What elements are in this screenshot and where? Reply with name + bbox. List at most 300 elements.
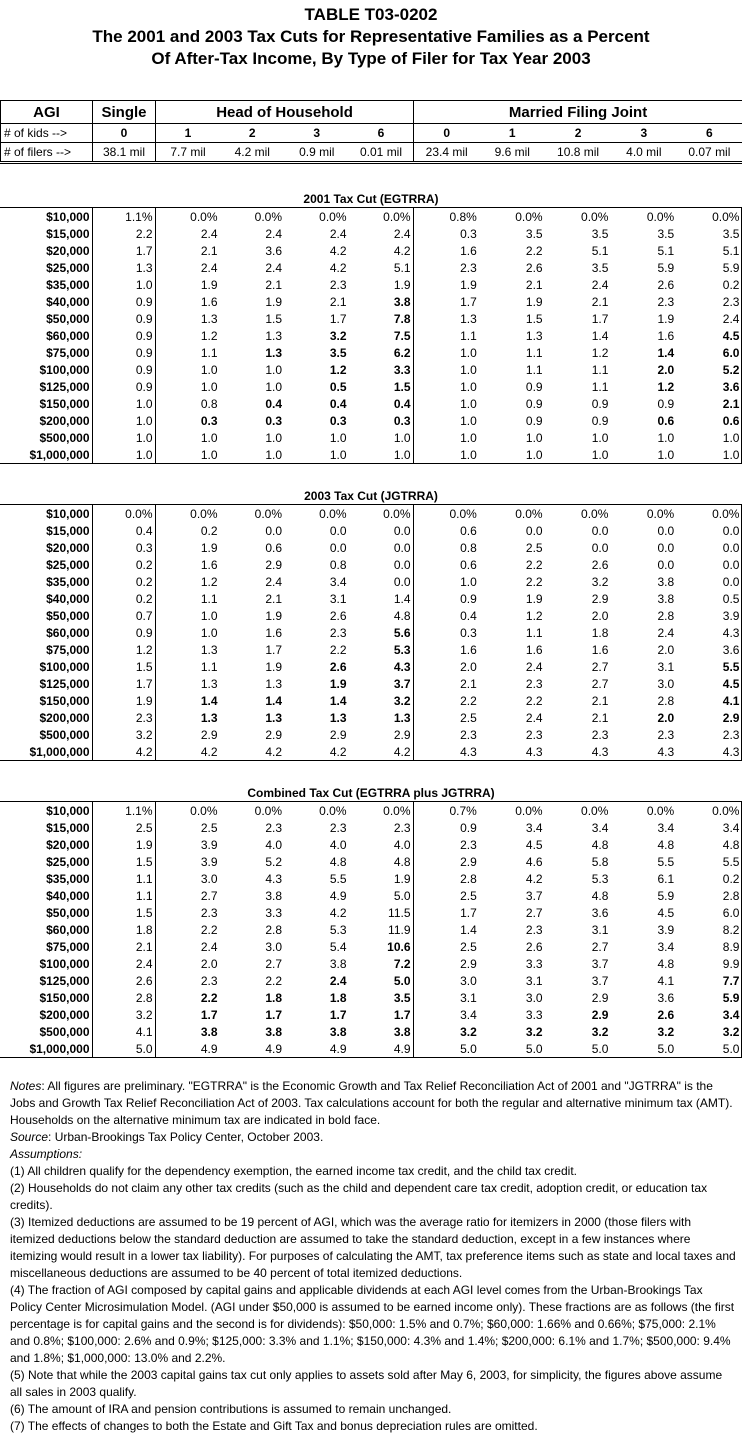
title-line: The 2001 and 2003 Tax Cuts for Representative Families as a Percent bbox=[92, 27, 650, 46]
value-cell: 1.9 bbox=[525, 294, 543, 309]
filers-cell: 0.9 mil bbox=[285, 143, 350, 163]
value-cell: 2.3 bbox=[722, 727, 740, 742]
value-cell: 2.5 bbox=[460, 939, 477, 954]
value-cell: 10.6 bbox=[349, 938, 414, 955]
table-row bbox=[0, 709, 742, 726]
value-cell: 1.7 bbox=[265, 1007, 282, 1022]
value-cell: 0.0% bbox=[319, 506, 347, 521]
value-cell: 0.3 bbox=[92, 539, 155, 556]
agi-cell: $75,000 bbox=[0, 344, 92, 361]
value-cell: 5.5 bbox=[657, 854, 675, 869]
value-cell: 1.3 bbox=[200, 642, 218, 657]
value-cell: 2.7 bbox=[525, 905, 543, 920]
value-cell: 2.0 bbox=[657, 362, 675, 377]
value-cell: 2.0 bbox=[591, 608, 609, 623]
value-cell: 1.4 bbox=[200, 693, 218, 708]
title-line: Of After-Tax Income, By Type of Filer for Tax Year 2003 bbox=[151, 49, 591, 68]
value-cell: 3.2 bbox=[525, 1024, 543, 1039]
value-cell: 5.0 bbox=[657, 1041, 675, 1056]
value-cell: 0.0% bbox=[319, 209, 347, 224]
value-cell: 6.0 bbox=[722, 905, 740, 920]
value-cell: 5.4 bbox=[329, 939, 347, 954]
value-cell: 7.2 bbox=[349, 955, 414, 972]
table-row bbox=[0, 836, 742, 853]
value-cell: 2.6 bbox=[525, 260, 543, 275]
value-cell: 0.3 bbox=[265, 413, 282, 428]
value-cell: 2.7 bbox=[591, 939, 609, 954]
table-row bbox=[0, 556, 742, 573]
value-cell: 0.9 bbox=[525, 396, 543, 411]
filers-cell: 0.07 mil bbox=[677, 143, 742, 163]
value-cell: 1.7 bbox=[200, 1007, 218, 1022]
title-line: TABLE T03-0202 bbox=[304, 5, 438, 24]
section-table bbox=[0, 207, 742, 464]
assumption-item: (2) Households do not claim any other tax credits (such as the child and dependent care tax credit, adoption credit, or education tax credits). bbox=[10, 1181, 708, 1212]
value-cell: 3.8 bbox=[329, 1024, 347, 1039]
notes-label: Notes bbox=[10, 1079, 42, 1093]
value-cell: 5.2 bbox=[722, 362, 740, 377]
table-row bbox=[0, 802, 742, 820]
table-row bbox=[0, 675, 742, 692]
value-cell: 2.1 bbox=[591, 294, 609, 309]
value-cell: 1.0 bbox=[657, 447, 675, 462]
value-cell: 3.2 bbox=[591, 1024, 609, 1039]
value-cell: 0.0% bbox=[449, 506, 477, 521]
filers-cell: 38.1 mil bbox=[93, 143, 156, 163]
value-cell: 1.0 bbox=[329, 430, 347, 445]
value-cell: 5.9 bbox=[722, 260, 740, 275]
value-cell: 2.9 bbox=[349, 726, 414, 743]
assumption-item: (1) All children qualify for the dependency exemption, the earned income tax credit, and the child tax credit. bbox=[10, 1164, 577, 1178]
value-cell: 2.1 bbox=[460, 676, 477, 691]
value-cell: 2.9 bbox=[460, 956, 477, 971]
value-cell: 0.7% bbox=[449, 803, 477, 818]
value-cell: 2.9 bbox=[265, 727, 282, 742]
table-row bbox=[0, 1023, 742, 1040]
agi-cell: $25,000 bbox=[0, 556, 92, 573]
value-cell: 0.0% bbox=[581, 803, 609, 818]
value-cell: 1.0 bbox=[92, 446, 155, 464]
value-cell: 1.0 bbox=[460, 379, 477, 394]
agi-cell: $150,000 bbox=[0, 989, 92, 1006]
value-cell: 0.0% bbox=[254, 209, 282, 224]
value-cell: 2.1 bbox=[591, 693, 609, 708]
agi-cell: $150,000 bbox=[0, 395, 92, 412]
source-text: : Urban-Brookings Tax Policy Center, October 2003. bbox=[48, 1130, 324, 1144]
value-cell: 0.0% bbox=[190, 803, 218, 818]
value-cell: 0.4 bbox=[92, 522, 155, 539]
agi-cell: $200,000 bbox=[0, 1006, 92, 1023]
value-cell: 1.6 bbox=[200, 294, 218, 309]
value-cell: 1.0 bbox=[92, 429, 155, 446]
value-cell: 3.7 bbox=[349, 675, 414, 692]
filers-cell: 23.4 mil bbox=[414, 143, 480, 163]
value-cell: 5.0 bbox=[349, 972, 414, 989]
value-cell: 1.0 bbox=[200, 447, 218, 462]
value-cell: 4.2 bbox=[349, 242, 414, 259]
value-cell: 0.3 bbox=[200, 413, 218, 428]
filers-cell: 4.2 mil bbox=[220, 143, 285, 163]
value-cell: 0.8% bbox=[449, 209, 477, 224]
value-cell: 5.9 bbox=[722, 990, 740, 1005]
value-cell: 4.2 bbox=[329, 260, 347, 275]
table-row bbox=[0, 590, 742, 607]
value-cell: 0.0% bbox=[515, 803, 543, 818]
value-cell: 3.5 bbox=[657, 226, 675, 241]
value-cell: 0.8 bbox=[200, 396, 218, 411]
filers-cell: 10.8 mil bbox=[545, 143, 611, 163]
table-row bbox=[0, 853, 742, 870]
agi-header: AGI bbox=[1, 101, 93, 124]
value-cell: 0.0 bbox=[265, 523, 282, 538]
value-cell: 2.2 bbox=[200, 922, 218, 937]
value-cell: 4.9 bbox=[329, 888, 347, 903]
table-row bbox=[0, 293, 742, 310]
kids-cell: 3 bbox=[285, 124, 350, 143]
kids-cell: 0 bbox=[414, 124, 480, 143]
value-cell: 2.9 bbox=[200, 727, 218, 742]
agi-cell: $1,000,000 bbox=[0, 446, 92, 464]
value-cell: 2.3 bbox=[200, 905, 218, 920]
value-cell: 0.0 bbox=[591, 523, 609, 538]
value-cell: 0.0% bbox=[581, 506, 609, 521]
value-cell: 1.6 bbox=[591, 642, 609, 657]
value-cell: 2.2 bbox=[200, 990, 218, 1005]
value-cell: 1.3 bbox=[460, 311, 477, 326]
value-cell: 1.7 bbox=[92, 242, 155, 259]
value-cell: 5.3 bbox=[349, 641, 414, 658]
value-cell: 5.3 bbox=[329, 922, 347, 937]
value-cell: 1.0 bbox=[265, 430, 282, 445]
value-cell: 1.9 bbox=[265, 608, 282, 623]
table-row bbox=[0, 395, 742, 412]
value-cell: 3.8 bbox=[265, 888, 282, 903]
value-cell: 2.3 bbox=[525, 922, 543, 937]
notes bbox=[0, 1058, 742, 1435]
filers-cell: 7.7 mil bbox=[156, 143, 221, 163]
agi-cell: $35,000 bbox=[0, 573, 92, 590]
value-cell: 1.0 bbox=[200, 379, 218, 394]
value-cell: 1.7 bbox=[329, 311, 347, 326]
value-cell: 1.0 bbox=[92, 276, 155, 293]
table-row bbox=[0, 259, 742, 276]
assumption-item: (6) The amount of IRA and pension contributions is assumed to remain unchanged. bbox=[10, 1402, 452, 1416]
value-cell: 1.4 bbox=[265, 693, 282, 708]
value-cell: 0.4 bbox=[265, 396, 282, 411]
value-cell: 4.1 bbox=[657, 973, 675, 988]
value-cell: 4.9 bbox=[265, 1041, 282, 1056]
value-cell: 2.5 bbox=[92, 819, 155, 836]
value-cell: 0.0 bbox=[722, 574, 740, 589]
value-cell: 2.9 bbox=[591, 591, 609, 606]
value-cell: 1.1 bbox=[525, 362, 543, 377]
value-cell: 1.9 bbox=[200, 540, 218, 555]
table-row bbox=[0, 344, 742, 361]
value-cell: 4.3 bbox=[525, 744, 543, 759]
value-cell: 0.3 bbox=[460, 226, 477, 241]
value-cell: 3.9 bbox=[657, 922, 675, 937]
value-cell: 2.6 bbox=[591, 557, 609, 572]
value-cell: 0.0% bbox=[254, 506, 282, 521]
value-cell: 3.8 bbox=[265, 1024, 282, 1039]
value-cell: 2.1 bbox=[329, 294, 347, 309]
value-cell: 1.7 bbox=[92, 675, 155, 692]
value-cell: 5.0 bbox=[92, 1040, 155, 1058]
value-cell: 0.2 bbox=[92, 573, 155, 590]
value-cell: 0.9 bbox=[92, 327, 155, 344]
agi-cell: $10,000 bbox=[0, 208, 92, 226]
value-cell: 2.4 bbox=[329, 973, 347, 988]
filers-cell: 4.0 mil bbox=[611, 143, 677, 163]
value-cell: 0.9 bbox=[460, 591, 477, 606]
value-cell: 2.7 bbox=[265, 956, 282, 971]
value-cell: 3.1 bbox=[525, 973, 543, 988]
value-cell: 0.9 bbox=[92, 310, 155, 327]
kids-cell: 6 bbox=[677, 124, 742, 143]
table-row bbox=[0, 887, 742, 904]
kids-cell: 0 bbox=[93, 124, 156, 143]
section-title: 2003 Tax Cut (JGTRRA) bbox=[304, 489, 438, 503]
value-cell: 2.2 bbox=[92, 225, 155, 242]
value-cell: 4.8 bbox=[329, 854, 347, 869]
table-row bbox=[0, 904, 742, 921]
value-cell: 1.4 bbox=[329, 693, 347, 708]
value-cell: 4.3 bbox=[460, 744, 477, 759]
value-cell: 4.0 bbox=[349, 836, 414, 853]
agi-cell: $200,000 bbox=[0, 412, 92, 429]
table-row bbox=[0, 641, 742, 658]
value-cell: 0.0% bbox=[646, 209, 675, 224]
value-cell: 1.1 bbox=[200, 659, 218, 674]
value-cell: 4.8 bbox=[591, 888, 609, 903]
value-cell: 0.7 bbox=[92, 607, 155, 624]
value-cell: 0.0 bbox=[349, 556, 414, 573]
table-row bbox=[0, 1006, 742, 1023]
value-cell: 2.6 bbox=[329, 608, 347, 623]
agi-cell: $200,000 bbox=[0, 709, 92, 726]
value-cell: 0.0% bbox=[190, 506, 218, 521]
value-cell: 3.2 bbox=[92, 726, 155, 743]
value-cell: 3.3 bbox=[265, 905, 282, 920]
value-cell: 1.0 bbox=[460, 396, 477, 411]
value-cell: 1.6 bbox=[200, 557, 218, 572]
assumption-item: (7) The effects of changes to both the Estate and Gift Tax and bonus depreciation rules are omitted. bbox=[10, 1419, 538, 1433]
value-cell: 2.0 bbox=[657, 642, 675, 657]
agi-cell: $125,000 bbox=[0, 972, 92, 989]
value-cell: 0.8 bbox=[329, 557, 347, 572]
value-cell: 2.0 bbox=[200, 956, 218, 971]
table-row bbox=[0, 505, 742, 523]
value-cell: 1.0 bbox=[657, 430, 675, 445]
agi-cell: $60,000 bbox=[0, 624, 92, 641]
mfj-header: Married Filing Joint bbox=[414, 101, 742, 124]
value-cell: 1.3 bbox=[265, 710, 282, 725]
value-cell: 3.7 bbox=[591, 956, 609, 971]
value-cell: 1.0 bbox=[265, 362, 282, 377]
value-cell: 1.0 bbox=[525, 447, 543, 462]
value-cell: 1.5 bbox=[92, 904, 155, 921]
value-cell: 3.1 bbox=[591, 922, 609, 937]
value-cell: 6.0 bbox=[722, 345, 740, 360]
table-row bbox=[0, 522, 742, 539]
value-cell: 1.5 bbox=[92, 853, 155, 870]
value-cell: 1.0 bbox=[200, 430, 218, 445]
value-cell: 1.9 bbox=[525, 591, 543, 606]
assumptions-list bbox=[10, 1163, 736, 1435]
value-cell: 4.6 bbox=[525, 854, 543, 869]
value-cell: 0.2 bbox=[92, 556, 155, 573]
value-cell: 0.5 bbox=[722, 591, 740, 606]
value-cell: 3.8 bbox=[657, 591, 675, 606]
value-cell: 0.9 bbox=[591, 396, 609, 411]
value-cell: 1.5 bbox=[92, 658, 155, 675]
value-cell: 0.0% bbox=[712, 209, 740, 224]
value-cell: 4.2 bbox=[349, 743, 414, 761]
value-cell: 0.0 bbox=[329, 523, 347, 538]
value-cell: 2.3 bbox=[265, 820, 282, 835]
value-cell: 0.9 bbox=[92, 361, 155, 378]
value-cell: 3.8 bbox=[200, 1024, 218, 1039]
table-row bbox=[0, 624, 742, 641]
value-cell: 5.5 bbox=[722, 659, 740, 674]
value-cell: 9.9 bbox=[722, 956, 740, 971]
value-cell: 0.0 bbox=[722, 557, 740, 572]
value-cell: 1.7 bbox=[460, 294, 477, 309]
single-header: Single bbox=[93, 101, 156, 124]
value-cell: 1.2 bbox=[329, 362, 347, 377]
value-cell: 1.4 bbox=[657, 345, 675, 360]
value-cell: 1.2 bbox=[92, 641, 155, 658]
value-cell: 2.2 bbox=[265, 973, 282, 988]
value-cell: 0.3 bbox=[460, 625, 477, 640]
value-cell: 1.5 bbox=[349, 378, 414, 395]
agi-cell: $10,000 bbox=[0, 802, 92, 820]
value-cell: 2.3 bbox=[92, 709, 155, 726]
value-cell: 0.9 bbox=[92, 624, 155, 641]
value-cell: 2.2 bbox=[525, 693, 543, 708]
value-cell: 0.0% bbox=[349, 505, 414, 523]
value-cell: 1.9 bbox=[349, 870, 414, 887]
value-cell: 4.2 bbox=[200, 744, 218, 759]
value-cell: 4.5 bbox=[722, 676, 740, 691]
value-cell: 3.5 bbox=[591, 226, 609, 241]
value-cell: 2.4 bbox=[722, 311, 740, 326]
filers-cell: 9.6 mil bbox=[479, 143, 545, 163]
value-cell: 2.1 bbox=[722, 396, 740, 411]
value-cell: 2.1 bbox=[525, 277, 543, 292]
value-cell: 2.3 bbox=[591, 727, 609, 742]
agi-cell: $60,000 bbox=[0, 327, 92, 344]
value-cell: 3.5 bbox=[329, 345, 347, 360]
table-row bbox=[0, 276, 742, 293]
value-cell: 2.5 bbox=[460, 888, 477, 903]
value-cell: 2.8 bbox=[265, 922, 282, 937]
value-cell: 0.9 bbox=[591, 413, 609, 428]
value-cell: 0.3 bbox=[329, 413, 347, 428]
table-row bbox=[0, 242, 742, 259]
value-cell: 3.0 bbox=[460, 973, 477, 988]
value-cell: 4.8 bbox=[349, 853, 414, 870]
value-cell: 7.5 bbox=[349, 327, 414, 344]
value-cell: 0.0% bbox=[712, 803, 740, 818]
value-cell: 4.3 bbox=[657, 744, 675, 759]
value-cell: 0.6 bbox=[657, 413, 675, 428]
value-cell: 1.9 bbox=[265, 659, 282, 674]
value-cell: 1.6 bbox=[657, 328, 675, 343]
value-cell: 1.0 bbox=[265, 379, 282, 394]
value-cell: 1.1 bbox=[591, 379, 609, 394]
value-cell: 2.1 bbox=[591, 710, 609, 725]
value-cell: 0.8 bbox=[460, 540, 477, 555]
value-cell: 4.8 bbox=[657, 956, 675, 971]
value-cell: 1.4 bbox=[591, 328, 609, 343]
value-cell: 1.0 bbox=[265, 447, 282, 462]
value-cell: 5.9 bbox=[657, 260, 675, 275]
value-cell: 1.9 bbox=[657, 311, 675, 326]
value-cell: 0.9 bbox=[92, 378, 155, 395]
table-row bbox=[0, 378, 742, 395]
value-cell: 0.6 bbox=[460, 523, 477, 538]
value-cell: 5.8 bbox=[591, 854, 609, 869]
table-row bbox=[0, 1040, 742, 1058]
value-cell: 0.0 bbox=[591, 540, 609, 555]
value-cell: 0.2 bbox=[722, 871, 740, 886]
value-cell: 1.1% bbox=[92, 802, 155, 820]
value-cell: 4.8 bbox=[722, 837, 740, 852]
value-cell: 1.0 bbox=[460, 447, 477, 462]
value-cell: 0.0% bbox=[190, 209, 218, 224]
value-cell: 3.1 bbox=[657, 659, 675, 674]
value-cell: 5.0 bbox=[591, 1041, 609, 1056]
value-cell: 2.4 bbox=[92, 955, 155, 972]
value-cell: 4.3 bbox=[591, 744, 609, 759]
value-cell: 1.0 bbox=[200, 362, 218, 377]
value-cell: 4.3 bbox=[722, 744, 740, 759]
value-cell: 2.4 bbox=[349, 225, 414, 242]
value-cell: 3.6 bbox=[722, 379, 740, 394]
value-cell: 2.2 bbox=[525, 574, 543, 589]
value-cell: 1.8 bbox=[591, 625, 609, 640]
agi-cell: $25,000 bbox=[0, 259, 92, 276]
value-cell: 2.3 bbox=[329, 625, 347, 640]
value-cell: 3.8 bbox=[329, 956, 347, 971]
value-cell: 3.7 bbox=[591, 973, 609, 988]
value-cell: 1.2 bbox=[200, 328, 218, 343]
value-cell: 5.1 bbox=[591, 243, 609, 258]
value-cell: 1.1 bbox=[525, 345, 543, 360]
table-row bbox=[0, 692, 742, 709]
value-cell: 1.9 bbox=[460, 277, 477, 292]
value-cell: 0.0 bbox=[349, 522, 414, 539]
section-table bbox=[0, 504, 742, 761]
value-cell: 1.9 bbox=[329, 676, 347, 691]
value-cell: 7.8 bbox=[349, 310, 414, 327]
value-cell: 2.4 bbox=[265, 574, 282, 589]
value-cell: 4.1 bbox=[92, 1023, 155, 1040]
value-cell: 4.2 bbox=[329, 744, 347, 759]
value-cell: 3.5 bbox=[591, 260, 609, 275]
filers-cell: 0.01 mil bbox=[349, 143, 414, 163]
value-cell: 2.8 bbox=[92, 989, 155, 1006]
value-cell: 3.2 bbox=[329, 328, 347, 343]
value-cell: 1.9 bbox=[349, 276, 414, 293]
value-cell: 2.6 bbox=[525, 939, 543, 954]
value-cell: 1.1 bbox=[460, 328, 477, 343]
value-cell: 1.0 bbox=[460, 413, 477, 428]
value-cell: 5.0 bbox=[722, 1041, 740, 1056]
value-cell: 2.4 bbox=[200, 260, 218, 275]
value-cell: 2.7 bbox=[591, 659, 609, 674]
